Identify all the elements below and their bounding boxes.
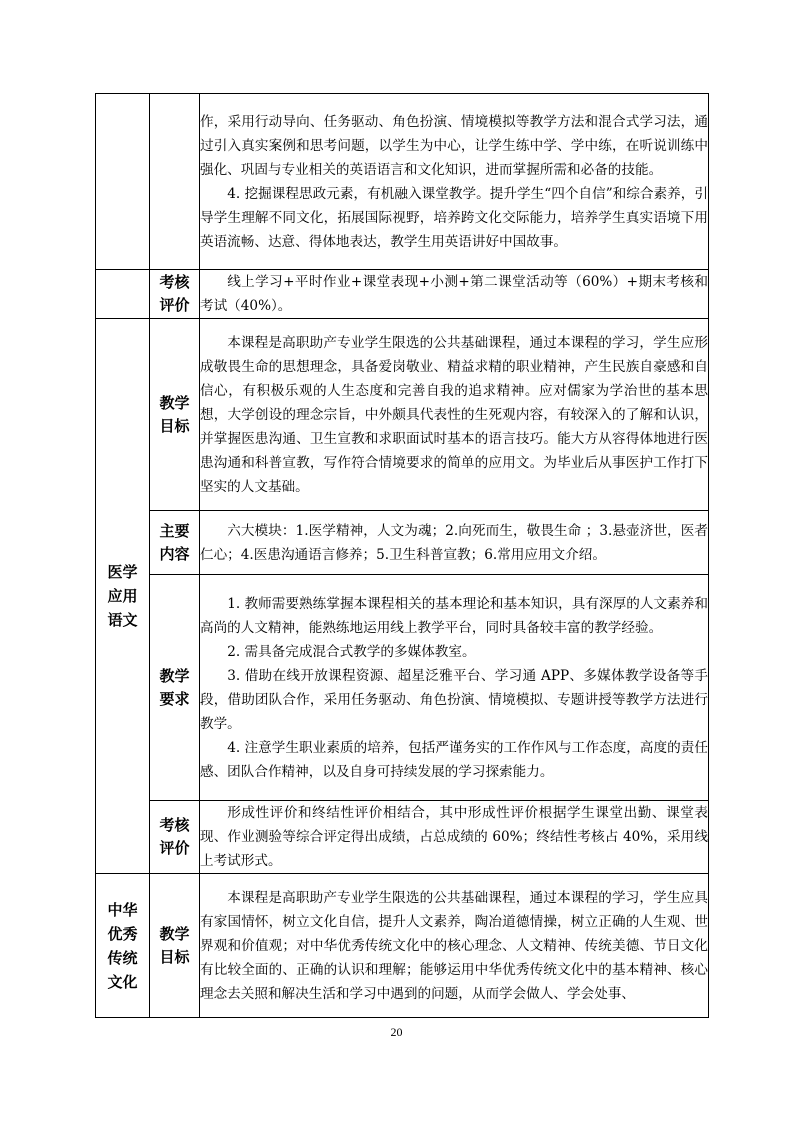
table-row (96, 511, 709, 575)
assessment-label: 考核评价 (159, 816, 190, 857)
label-cell-empty (150, 94, 200, 270)
course-name: 中华优秀传统文化 (107, 900, 138, 991)
table-row (96, 575, 709, 801)
row-label (150, 874, 200, 1018)
content-cell (200, 270, 709, 319)
row-label (150, 801, 200, 874)
item-4-text: 4. 挖掘课程思政元素，有机融入课堂教学。提升学生“四个自信”和综合素养，引导学生理解不同文化，拓展国际视野，培养跨文化交际能力，培养学生真实语境下用英语流畅、达意、得体地表达，教学生用英语讲好中国故事。 (200, 185, 708, 250)
requirement-4: 4. 注意学生职业素质的培养，包括严谨务实的工作作风与工作态度，高度的责任感、团队合作精神，以及自身可持续发展的学习探索能力。 (200, 739, 708, 780)
course-name-cell (96, 319, 150, 874)
content-label: 主要内容 (159, 521, 190, 563)
row-label (150, 575, 200, 801)
objectives-label: 教学目标 (159, 924, 190, 966)
course-cell-empty (96, 94, 150, 270)
objectives-label: 教学目标 (159, 393, 190, 435)
course-table (95, 93, 709, 1018)
assessment-text: 形成性评价和终结性评价相结合，其中形成性评价根据学生课堂出勤、课堂表现、作业测验等综合评定得出成绩，占总成绩的 60%；终结性考核占 40%，采用线上考试形式。 (200, 805, 708, 869)
course-name-cell (96, 874, 150, 1018)
content-cell (200, 575, 709, 801)
objectives-text: 本课程是高职助产专业学生限选的公共基础课程，通过本课程的学习，学生应形成敬畏生命的思想理念，具备爱岗敬业、精益求精的职业精神，产生民族自豪感和自信心，有积极乐观的人生态度和完善自我的追求精神。应对儒家为学治世的基本思想，大学创设的理念宗旨，中外颇具代表性的生死观内容，有较深入的了解和认识，并掌握医患沟通、卫生宣教和求职面试时基本的语言技巧。能大方从容得体地进行医患沟通和科普宣教，写作符合情境要求的简单的应用文。为毕业后从事医护工作打下坚实的人文基础。 (200, 334, 708, 495)
table-row (96, 319, 709, 511)
table-row (96, 270, 709, 319)
table-row (96, 874, 709, 1018)
page-number: 20 (390, 1025, 403, 1039)
objectives-text: 本课程是高职助产专业学生限选的公共基础课程，通过本课程的学习，学生应具有家国情怀，树立文化自信，提升人文素养，陶冶道德情操，树立正确的人生观、世界观和价值观；对中华优秀传统文化中的核心理念、人文精神、传统美德、节日文化有比较全面的、正确的认识和理解；能够运用中华优秀传统文化中的基本精神、核心理念去关照和解决生活和学习中遇到的问题，从而学会做人、学会处事、 (200, 889, 708, 1002)
content-cell (200, 874, 709, 1018)
content-cell (200, 511, 709, 575)
table-row (96, 801, 709, 874)
method-text: 作，采用行动导向、任务驱动、角色扮演、情境模拟等教学方法和混合式学习法，通过引入真实案例和思考问题，以学生为中心，让学生练中学、学中练，在听说训练中强化、巩固与专业相关的英语语言和文化知识，进而掌握所需和必备的技能。 (200, 113, 708, 178)
requirement-3: 3. 借助在线开放课程资源、超星泛雅平台、学习通 APP、多媒体教学设备等手段，借助团队合作，采用任务驱动、角色扮演、情境模拟、专题讲授等教学方法进行教学。 (200, 667, 708, 732)
assessment-text: 线上学习+平时作业+课堂表现+小测+第二课堂活动等（60%）+期末考核和考试（40%）。 (200, 274, 708, 314)
requirement-1: 1. 教师需要熟练掌握本课程相关的基本理论和基本知识，具有深厚的人文素养和高尚的人文精神，能熟练地运用线上教学平台，同时具备较丰富的教学经验。 (200, 595, 708, 636)
content-text: 六大模块：1.医学精神，人文为魂；2.向死而生，敬畏生命 ；3.悬壶济世，医者仁心；4.医患沟通语言修养；5.卫生科普宣教；6.常用应用文介绍。 (200, 522, 708, 563)
content-cell (200, 801, 709, 874)
table-row (96, 94, 709, 270)
course-name: 医学应用语文 (107, 563, 138, 629)
course-cell-empty (96, 270, 150, 319)
requirements-label: 教学要求 (159, 666, 190, 708)
requirement-2: 2. 需具备完成混合式教学的多媒体教室。 (227, 643, 476, 660)
row-label (150, 270, 200, 319)
content-cell (200, 319, 709, 511)
assessment-label: 考核评价 (159, 273, 190, 314)
row-label (150, 319, 200, 511)
row-label (150, 511, 200, 575)
content-cell (200, 94, 709, 270)
